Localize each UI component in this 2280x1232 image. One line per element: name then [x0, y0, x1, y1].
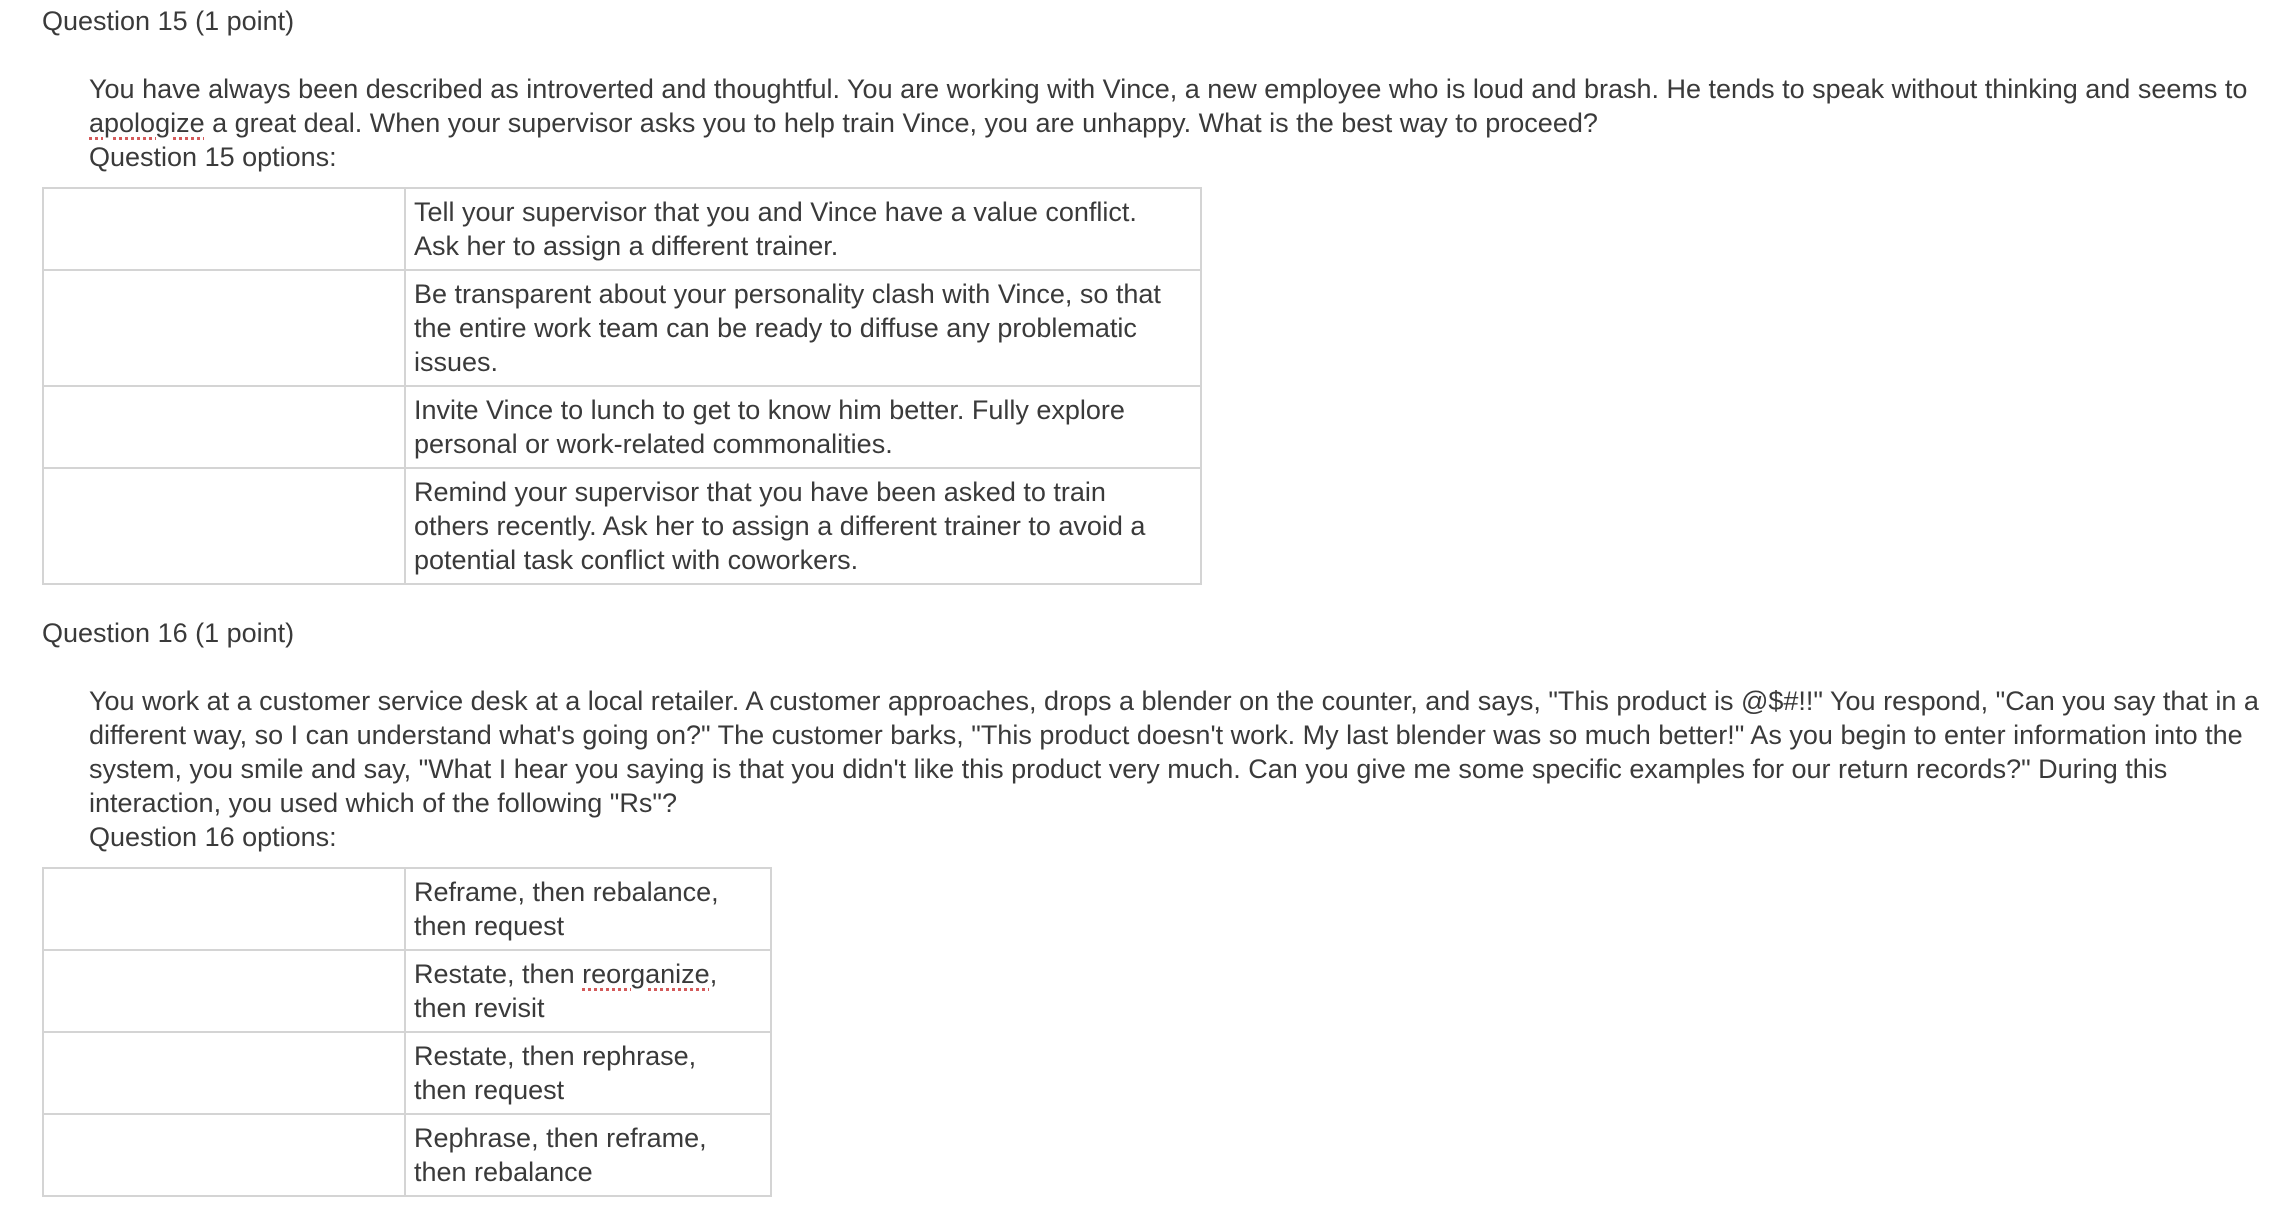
question-16-title: Question 16 (1 point): [42, 618, 295, 648]
question-16-options-table: [42, 867, 772, 1197]
option-row[interactable]: [43, 386, 1201, 468]
option-text: Rephrase, then reframe, then rebalance: [405, 1114, 771, 1196]
option-text: Invite Vince to lunch to get to know him better. Fully explore personal or work-related commonalities.: [405, 386, 1201, 468]
question-16-options-label: Question 16 options:: [89, 822, 337, 852]
option-row[interactable]: [43, 188, 1201, 270]
option-select-cell[interactable]: [43, 1032, 405, 1114]
question-15-options-table: [42, 187, 1202, 585]
option-select-cell[interactable]: [43, 1114, 405, 1196]
option-row[interactable]: [43, 868, 771, 950]
option-text: Be transparent about your personality clash with Vince, so that the entire work team can be ready to diffuse any problematic issues.: [405, 270, 1201, 386]
option-text: Remind your supervisor that you have been asked to train others recently. Ask her to assign a different trainer to avoid a potential task conflict with coworkers.: [405, 468, 1201, 584]
question-15-options-label: Question 15 options:: [89, 142, 337, 172]
option-select-cell[interactable]: [43, 386, 405, 468]
option-row[interactable]: [43, 270, 1201, 386]
option-text: Reframe, then rebalance, then request: [405, 868, 771, 950]
question-15: [42, 4, 2269, 585]
option-select-cell[interactable]: [43, 950, 405, 1032]
option-row[interactable]: [43, 1032, 771, 1114]
option-text: Restate, then rephrase, then request: [405, 1032, 771, 1114]
option-select-cell[interactable]: [43, 868, 405, 950]
option-select-cell[interactable]: [43, 468, 405, 584]
spellcheck-flagged-word[interactable]: apologize: [89, 108, 205, 138]
question-16: [42, 616, 2269, 1197]
spellcheck-flagged-word[interactable]: reorganize: [582, 959, 710, 989]
option-row[interactable]: [43, 468, 1201, 584]
option-row[interactable]: [43, 1114, 771, 1196]
option-row[interactable]: [43, 950, 771, 1032]
option-select-cell[interactable]: [43, 188, 405, 270]
option-text: Restate, then reorganize, then revisit: [405, 950, 771, 1032]
question-16-prompt: You work at a customer service desk at a local retailer. A customer approaches, drops a blender on the counter, and says, "This product is @$#!!" You respond, "Can you say that in a different way, so I can understand what's going on?" The customer barks, "This product doesn't work. My last blender was so much better!" As you begin to enter information into the system, you smile and say, "What I hear you saying is that you didn't like this product very much. Can you give me some specific examples for our return records?" During this interaction, you used which of the following "Rs"?: [89, 686, 2259, 818]
option-select-cell[interactable]: [43, 270, 405, 386]
option-text: Tell your supervisor that you and Vince have a value conflict. Ask her to assign a different trainer.: [405, 188, 1201, 270]
question-15-prompt: You have always been described as introverted and thoughtful. You are working with Vince, a new employee who is loud and brash. He tends to speak without thinking and seems to apologize a great deal. When your supervisor asks you to help train Vince, you are unhappy. What is the best way to proceed?: [89, 74, 2248, 138]
question-15-title: Question 15 (1 point): [42, 6, 295, 36]
